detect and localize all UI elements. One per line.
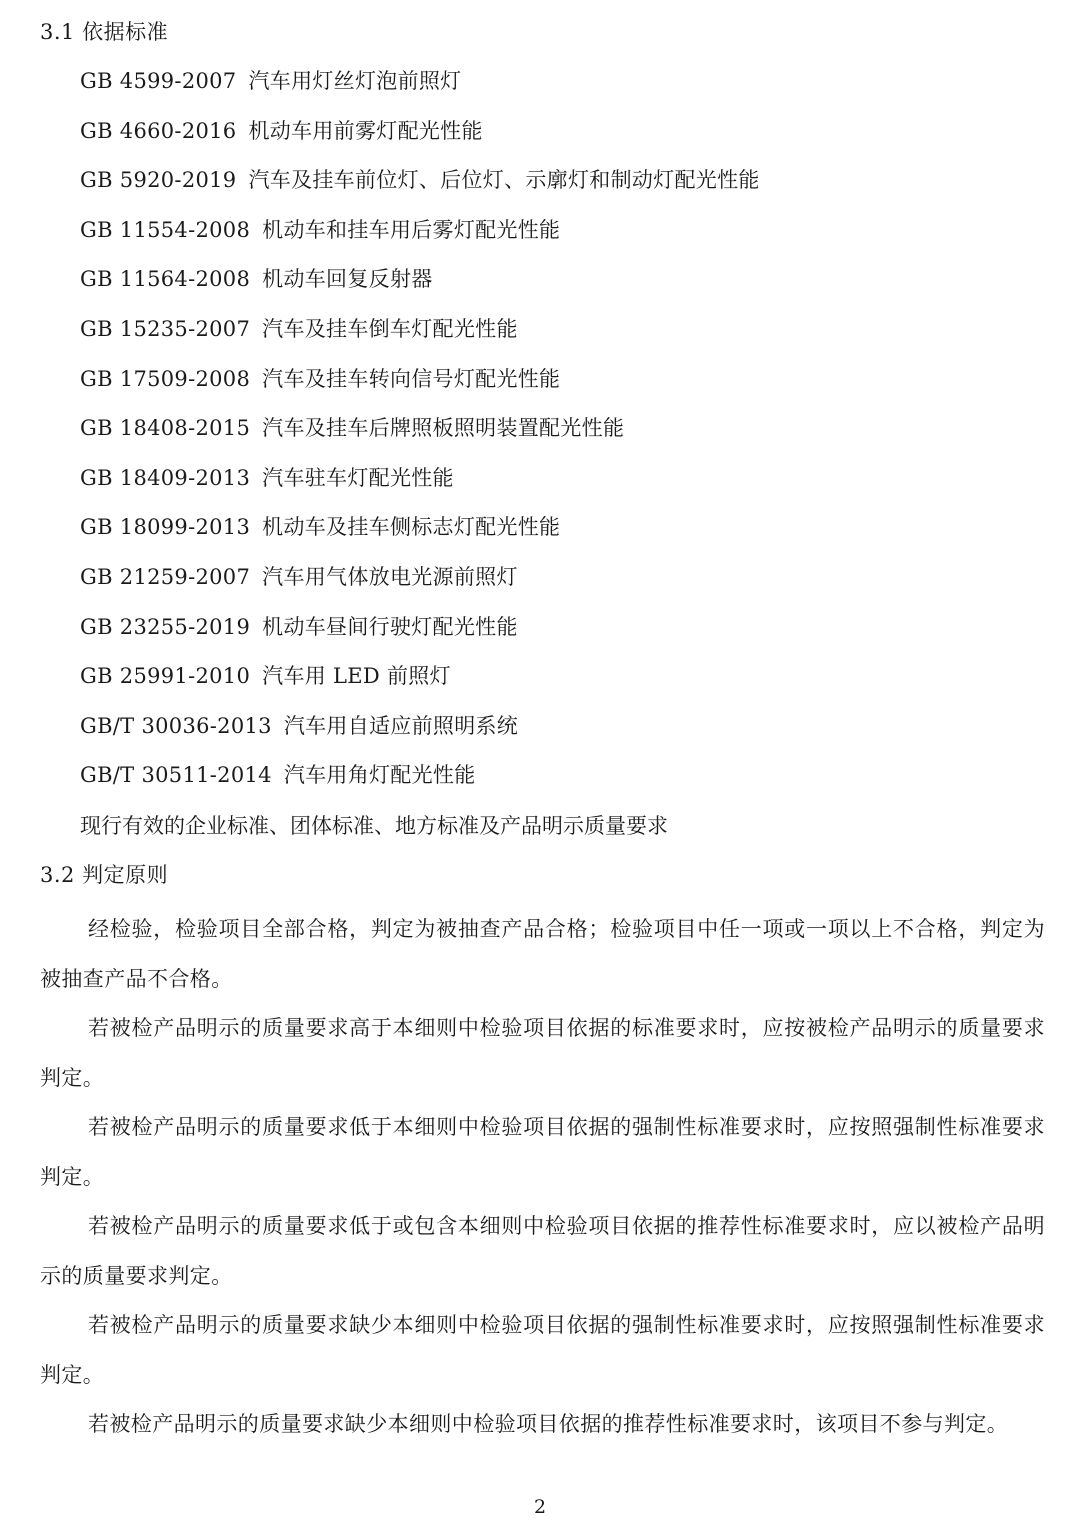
standard-title: 机动车及挂车侧标志灯配光性能 xyxy=(262,515,561,540)
standard-title: 汽车及挂车倒车灯配光性能 xyxy=(262,316,518,341)
standard-title: 汽车驻车灯配光性能 xyxy=(262,465,454,490)
principle-paragraph: 经检验，检验项目全部合格，判定为被抽查产品合格；检验项目中任一项或一项以上不合格，判定为被抽查产品不合格。 xyxy=(40,917,1045,991)
list-item xyxy=(80,314,760,364)
list-item xyxy=(80,711,760,761)
standard-code: GB 21259-2007 xyxy=(80,564,251,589)
list-item xyxy=(80,364,760,414)
list-item xyxy=(80,165,760,215)
standard-code: GB 11564-2008 xyxy=(80,267,251,292)
judgement-principles-body xyxy=(40,905,1045,1450)
list-item xyxy=(80,612,760,662)
standard-code: GB/T 30036-2013 xyxy=(80,713,272,738)
standard-title: 汽车用角灯配光性能 xyxy=(283,763,476,788)
section-heading-basis-standards: 3.1 依据标准 xyxy=(40,20,169,44)
standard-code: GB 4599-2007 xyxy=(80,69,237,93)
standard-title: 汽车及挂车前位灯、后位灯、示廓灯和制动灯配光性能 xyxy=(248,168,760,193)
standard-code: GB 17509-2008 xyxy=(80,366,251,391)
standard-title: 汽车用 LED 前照灯 xyxy=(262,664,451,689)
principle-paragraph: 若被检产品明示的质量要求低于本细则中检验项目依据的强制性标准要求时，应按照强制性标准要求判定。 xyxy=(40,1115,1045,1189)
standard-title: 机动车用前雾灯配光性能 xyxy=(248,118,483,143)
standard-title: 汽车及挂车转向信号灯配光性能 xyxy=(262,366,561,391)
standard-code: GB 18409-2013 xyxy=(80,465,251,490)
principle-paragraph: 若被检产品明示的质量要求低于或包含本细则中检验项目依据的推荐性标准要求时，应以被检产品明示的质量要求判定。 xyxy=(40,1214,1045,1288)
standard-code: GB 5920-2019 xyxy=(80,168,237,193)
standard-code: GB 23255-2019 xyxy=(80,614,251,639)
standard-title: 汽车及挂车后牌照板照明装置配光性能 xyxy=(262,416,625,441)
page-number: 2 xyxy=(533,1496,547,1518)
standard-code: GB 18408-2015 xyxy=(80,416,251,441)
principle-paragraph: 若被检产品明示的质量要求高于本细则中检验项目依据的标准要求时，应按被检产品明示的质量要求判定。 xyxy=(40,1016,1045,1090)
list-item xyxy=(80,66,760,116)
standard-code: GB 25991-2010 xyxy=(80,664,251,689)
standard-code: GB 4660-2016 xyxy=(80,118,237,143)
standard-code: GB 15235-2007 xyxy=(80,316,251,341)
list-item xyxy=(80,116,760,166)
list-item xyxy=(80,661,760,711)
list-item xyxy=(80,760,760,810)
list-item xyxy=(80,562,760,612)
standard-title: 汽车用自适应前照明系统 xyxy=(283,713,519,738)
standards-list xyxy=(80,66,760,810)
list-item xyxy=(80,264,760,314)
principle-paragraph: 若被检产品明示的质量要求缺少本细则中检验项目依据的推荐性标准要求时，该项目不参与判定。 xyxy=(88,1412,1009,1436)
standard-code: GB/T 30511-2014 xyxy=(80,763,272,788)
section-heading-judgement-principles: 3.2 判定原则 xyxy=(40,863,169,887)
list-item xyxy=(80,512,760,562)
principle-paragraph: 若被检产品明示的质量要求缺少本细则中检验项目依据的强制性标准要求时，应按照强制性标准要求判定。 xyxy=(40,1313,1045,1387)
list-item xyxy=(80,215,760,265)
standard-code: GB 11554-2008 xyxy=(80,217,251,242)
standard-title: 汽车用灯丝灯泡前照灯 xyxy=(248,69,462,93)
list-item xyxy=(80,463,760,513)
standards-note: 现行有效的企业标准、团体标准、地方标准及产品明示质量要求 xyxy=(80,814,668,838)
standard-title: 机动车昼间行驶灯配光性能 xyxy=(262,614,518,639)
standard-title: 汽车用气体放电光源前照灯 xyxy=(262,564,518,589)
list-item xyxy=(80,413,760,463)
standard-code: GB 18099-2013 xyxy=(80,515,251,540)
standard-title: 机动车回复反射器 xyxy=(262,267,433,292)
standard-title: 机动车和挂车用后雾灯配光性能 xyxy=(262,217,561,242)
